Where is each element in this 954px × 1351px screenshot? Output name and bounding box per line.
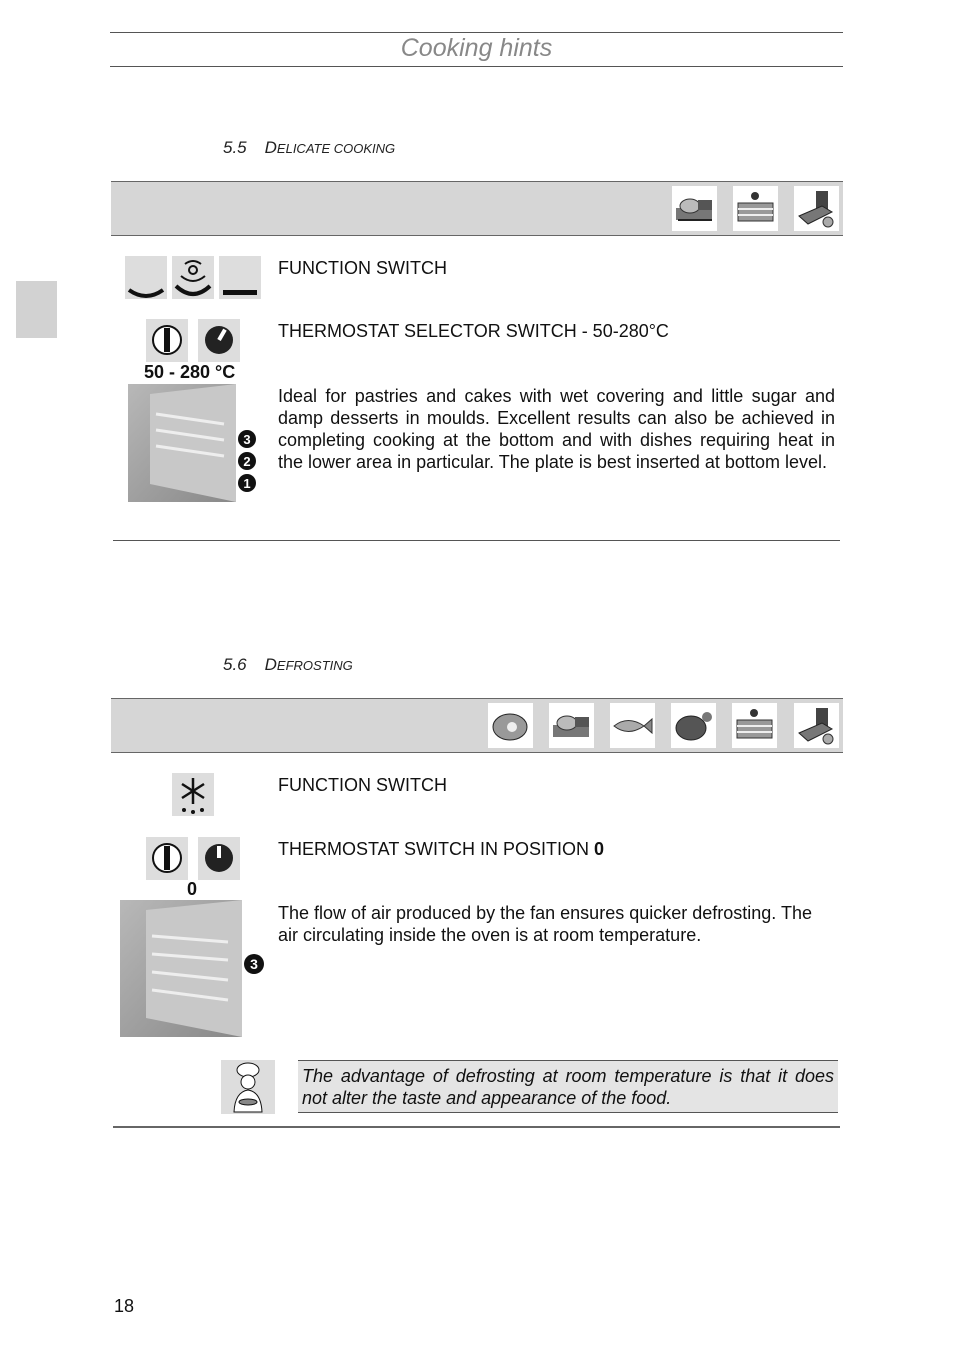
pastry-icon — [672, 186, 717, 231]
shelf-marker-3 — [237, 429, 257, 449]
description-delicate-cooking: Ideal for pastries and cakes with wet covering and little sugar and damp desserts in moulds. Excellent results can also be achieved in completing cooking at the bottom and with dishes requiring heat in the lower area in particular. The plate is best inserted at bottom level. — [278, 386, 835, 472]
thermostat-label-1: THERMOSTAT SELECTOR SWITCH - 50-280°C — [278, 321, 669, 341]
function-switch-label-2: FUNCTION SWITCH — [278, 775, 447, 795]
poultry-icon — [671, 703, 716, 748]
svg-text:3: 3 — [243, 432, 251, 447]
pastry-icon — [549, 703, 594, 748]
section-title-delicate-cooking: 5.5 DELICATE COOKING — [223, 138, 396, 157]
section-title-defrosting: 5.6 DEFROSTING — [223, 655, 353, 674]
function-switch-icons-1 — [125, 256, 261, 300]
svg-text:3: 3 — [250, 956, 258, 972]
page-header-title: Cooking hints — [400, 34, 553, 62]
shelf-marker-3-defrost — [243, 953, 265, 975]
mixed-dish-icon — [794, 703, 839, 748]
description-defrosting: The flow of air produced by the fan ensures quicker defrosting. The air circulating inside the oven is at room temperature. — [278, 903, 812, 945]
side-tab-marker — [16, 281, 57, 338]
shelf-marker-1 — [237, 473, 257, 493]
food-icons-band-1 — [111, 181, 843, 236]
thermostat-label-2: THERMOSTAT SWITCH IN POSITION 0 — [278, 839, 605, 859]
header-top-rule — [110, 32, 843, 33]
page-number: 18 — [114, 1296, 135, 1316]
svg-text:1: 1 — [243, 476, 251, 491]
svg-text:2: 2 — [243, 454, 251, 469]
section-divider-2 — [113, 1126, 840, 1128]
thermostat-position-value: 0 — [187, 879, 198, 899]
temperature-range: 50 - 280 °C — [144, 362, 236, 382]
shelf-marker-2 — [237, 451, 257, 471]
header-bottom-rule — [110, 66, 843, 67]
function-switch-label-1: FUNCTION SWITCH — [278, 258, 447, 278]
fish-icon — [610, 703, 655, 748]
thermostat-knobs-2 — [146, 837, 242, 881]
chef-icon — [221, 1060, 275, 1114]
oven-shelves-illustration-2 — [120, 900, 244, 1038]
mixed-dish-icon — [794, 186, 839, 231]
advantage-note-text: The advantage of defrosting at room temperature is that it does not alter the taste and appearance of the food. — [302, 1066, 834, 1108]
food-icons-band-2 — [111, 698, 843, 753]
thermostat-knobs-1 — [146, 319, 242, 363]
section-divider-1 — [113, 540, 840, 541]
advantage-note — [298, 1060, 838, 1113]
meat-icon — [488, 703, 533, 748]
defrost-snowflake-icon — [172, 773, 214, 816]
cake-icon — [732, 703, 777, 748]
cake-icon — [733, 186, 778, 231]
